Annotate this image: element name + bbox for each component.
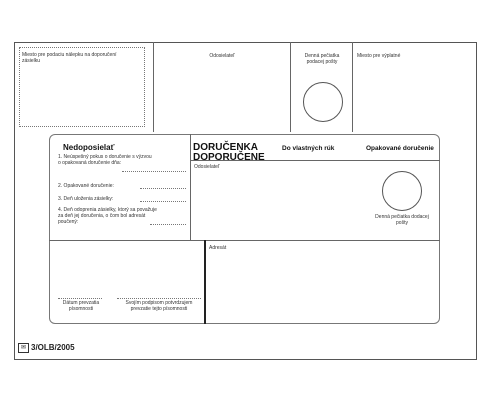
divider bbox=[190, 134, 191, 240]
divider bbox=[49, 240, 440, 241]
date-line bbox=[58, 298, 102, 299]
card-sender-label: Odosielateľ bbox=[194, 164, 220, 170]
postage-label: Miesto pre výplatné bbox=[357, 53, 401, 59]
divider bbox=[204, 240, 206, 324]
delivery-stamp-label: Denná pečiatka dodacej pošty bbox=[375, 214, 429, 226]
undelivered-title: Nedoposielať bbox=[63, 143, 115, 152]
personal-delivery: Do vlastných rúk bbox=[282, 145, 335, 152]
undelivered-item-3: 3. Deň uloženia zásielky: bbox=[58, 196, 114, 202]
date-label: Dátum prevzatia písomnosti bbox=[62, 300, 100, 312]
divider bbox=[290, 42, 291, 132]
divider bbox=[153, 42, 154, 132]
signature-line bbox=[117, 298, 201, 299]
undelivered-item-1: 1. Neúspešný pokus o doručenie s výzvou o opakovaná doručenie dňa: bbox=[58, 154, 152, 166]
undelivered-item-4: 4. Deň odoprenia zásielky, ktorý sa považuje za deň jej doručenia, o čom bol adresát poučený: bbox=[58, 207, 157, 225]
fill-line bbox=[122, 171, 186, 172]
sender-label-top: Odosielateľ bbox=[209, 53, 235, 59]
card-subtitle: DOPORUČENE bbox=[193, 152, 265, 163]
divider bbox=[352, 42, 353, 132]
undelivered-item-2: 2. Opakované doručenie: bbox=[58, 183, 114, 189]
signature-label: Svojím podpisom potvrdzujem prevzatie tejto písomnosti bbox=[125, 300, 193, 312]
repeat-delivery: Opakované doručenie bbox=[366, 145, 434, 152]
stamp-circle bbox=[303, 82, 343, 122]
card-title: DORUČENKA bbox=[193, 142, 258, 153]
fill-line bbox=[140, 201, 186, 202]
form-logo-icon: ✉ bbox=[18, 343, 29, 353]
fill-line bbox=[140, 188, 186, 189]
form-code: 3/OLB/2005 bbox=[31, 343, 75, 352]
stamp-label-top: Denná pečiatka podacej pošty bbox=[304, 53, 340, 65]
label-place-text: Miesto pre podaciu nálepku na doporučení zásielku bbox=[22, 52, 117, 64]
fill-line bbox=[150, 224, 186, 225]
addressee-label: Adresát bbox=[209, 245, 227, 251]
delivery-stamp-circle bbox=[382, 171, 422, 211]
